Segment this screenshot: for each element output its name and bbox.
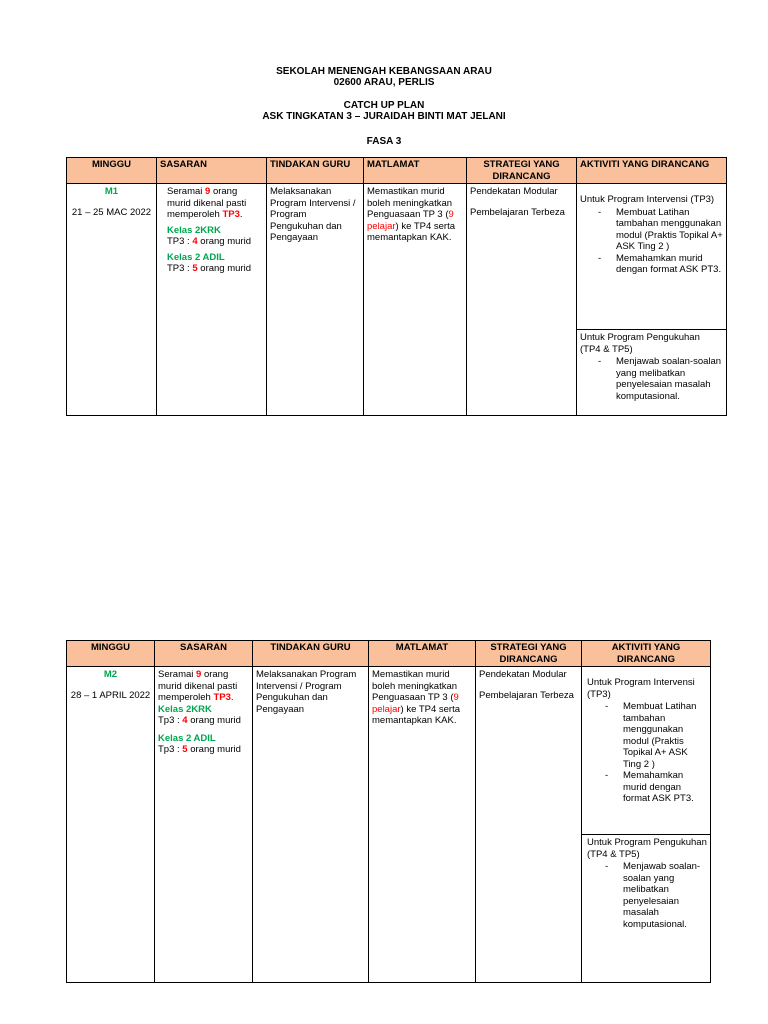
week-dates: 28 – 1 APRIL 2022 [70, 689, 151, 701]
col-header-matlamat: MATLAMAT [364, 158, 467, 184]
sasaran-text: Seramai 9 orang murid dikenal pasti memperoleh TP3. [167, 186, 247, 220]
strategi-item-1: Pendekatan Modular [479, 669, 567, 680]
week-code: M1 [104, 186, 119, 197]
school-address: 02600 ARAU, PERLIS [333, 77, 435, 88]
col-header-strategi: STRATEGI YANG DIRANCANG [467, 158, 577, 184]
class-name-2: Kelas 2 ADIL [158, 732, 216, 744]
strategi-item-1: Pendekatan Modular [470, 186, 558, 197]
intervensi-block [582, 667, 710, 835]
intervensi-item: - Memahamkan murid dengan format ASK PT3. [616, 253, 723, 276]
sasaran-cell [157, 184, 267, 416]
intervensi-item: - Memahamkan murid dengan format ASK PT3. [623, 770, 707, 805]
tindakan-cell: Melaksanakan Program Intervensi / Program Pengukuhan dan Pengayaan [253, 667, 369, 983]
school-name: SEKOLAH MENENGAH KEBANGSAAN ARAU [276, 66, 492, 77]
col-header-minggu: MINGGU [67, 641, 155, 667]
plan-table-week-1 [66, 157, 727, 416]
pengukuhan-block [577, 330, 726, 404]
strategi-cell [476, 667, 582, 983]
class-name-2: Kelas 2 ADIL [167, 251, 225, 263]
sasaran-count: 9 [196, 669, 202, 680]
week-dates: 21 – 25 MAC 2022 [71, 206, 152, 218]
week-code: M2 [103, 669, 118, 680]
col-header-sasaran: SASARAN [155, 641, 253, 667]
matlamat-count: 9 pelajar [372, 692, 459, 715]
col-header-strategi: STRATEGI YANG DIRANCANG [476, 641, 582, 667]
plan-table-week-2 [66, 640, 711, 983]
col-header-aktiviti: AKTIVITI YANG DIRANCANG [582, 641, 711, 667]
col-header-minggu: MINGGU [67, 158, 157, 184]
week-cell [67, 667, 155, 983]
intervensi-item: - Membuat Latihan tambahan menggunakan modul (Praktis Topikal A+ ASK Ting 2 ) [616, 207, 723, 253]
class-name-1: Kelas 2KRK [167, 224, 221, 236]
class-name-1: Kelas 2KRK [158, 703, 212, 715]
plan-subtitle: ASK TINGKATAN 3 – JURAIDAH BINTI MAT JELANI [262, 111, 506, 122]
matlamat-cell: Memastikan murid boleh meningkatkan Penguasaan TP 3 (9 pelajar) ke TP4 serta memantapkan KAK. [369, 667, 476, 983]
class-tp-1: Tp3 : 4 orang murid [158, 715, 241, 726]
sasaran-tp: TP3 [222, 209, 240, 220]
pengukuhan-item: - Menjawab soalan-soalan yang melibatkan penyelesaian masalah komputasional. [623, 861, 707, 930]
col-header-matlamat: MATLAMAT [369, 641, 476, 667]
class-tp-2: TP3 : 5 orang murid [167, 263, 251, 274]
matlamat-count: 9 pelajar [367, 209, 454, 232]
aktiviti-cell [582, 667, 711, 983]
aktiviti-cell [577, 184, 727, 416]
intervensi-item: - Membuat Latihan tambahan menggunakan modul (Praktis Topikal A+ ASK Ting 2 ) [623, 701, 707, 770]
tindakan-cell: Melaksanakan Program Intervensi / Program Pengukuhan dan Pengayaan [267, 184, 364, 416]
class-tp-1: TP3 : 4 orang murid [167, 236, 251, 247]
sasaran-count: 9 [205, 186, 211, 197]
col-header-aktiviti: AKTIVITI YANG DIRANCANG [577, 158, 727, 184]
intervensi-block [577, 184, 726, 330]
strategi-cell [467, 184, 577, 416]
strategi-item-2: Pembelajaran Terbeza [479, 689, 574, 701]
pengukuhan-title: Untuk Program Pengukuhan (TP4 & TP5) [587, 837, 707, 860]
pengukuhan-block [582, 835, 710, 932]
week-cell [67, 184, 157, 416]
phase-label: FASA 3 [366, 136, 402, 147]
col-header-tindakan: TINDAKAN GURU [253, 641, 369, 667]
matlamat-cell: Memastikan murid boleh meningkatkan Penguasaan TP 3 (9 pelajar) ke TP4 serta memantapkan KAK. [364, 184, 467, 416]
col-header-tindakan: TINDAKAN GURU [267, 158, 364, 184]
sasaran-cell [155, 667, 253, 983]
col-header-sasaran: SASARAN [157, 158, 267, 184]
intervensi-title: Untuk Program Intervensi (TP3) [580, 194, 715, 205]
intervensi-title: Untuk Program Intervensi (TP3) [587, 677, 695, 700]
sasaran-text: Seramai 9 orang murid dikenal pasti memperoleh TP3. [158, 669, 238, 703]
plan-title: CATCH UP PLAN [343, 100, 425, 111]
class-tp-2: Tp3 : 5 orang murid [158, 744, 241, 755]
pengukuhan-title: Untuk Program Pengukuhan (TP4 & TP5) [580, 332, 700, 355]
pengukuhan-item: - Menjawab soalan-soalan yang melibatkan penyelesaian masalah komputasional. [616, 356, 723, 402]
sasaran-tp: TP3 [213, 692, 231, 703]
strategi-item-2: Pembelajaran Terbeza [470, 206, 565, 218]
